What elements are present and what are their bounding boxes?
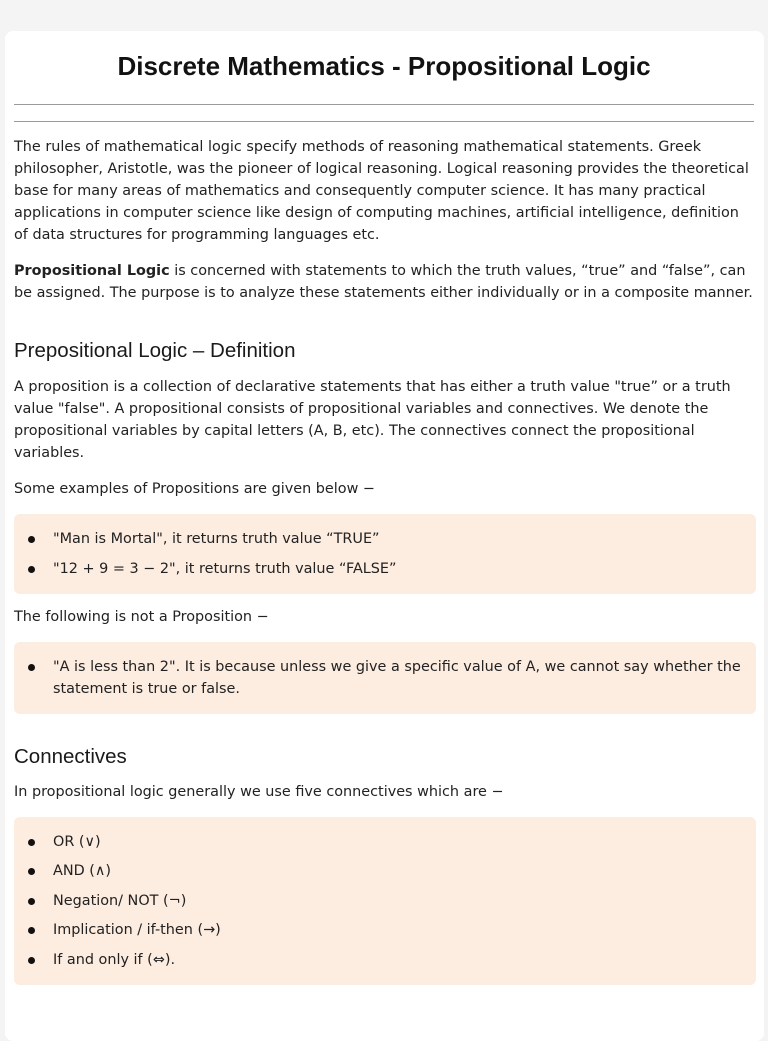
propositional-logic-paragraph [14, 260, 756, 304]
list-item [28, 528, 742, 550]
intro-paragraph: The rules of mathematical logic specify methods of reasoning mathematical statements. Greek philosopher, Aristotle, was the pioneer of logical reasoning. Logical reasoning provides the theoretical base for many areas of mathematics and consequently computer science. It has many practical applications in computer science like design of computing machines, artificial intelligence, definition of data structures for programming languages etc. [14, 139, 749, 243]
list-item [28, 558, 742, 580]
title-divider-top [14, 104, 754, 105]
bullet-icon [28, 566, 35, 573]
propositional-logic-term: Propositional Logic [14, 263, 170, 279]
list-item [28, 831, 742, 853]
connective-text: If and only if (⇔). [53, 951, 176, 968]
connectives-box [14, 817, 756, 985]
propositional-logic-description: is concerned with statements to which the truth values, “true” and “false”, can be assigned. The purpose is to analyze these statements either individually or in a composite manner. [14, 263, 753, 301]
article-body [14, 136, 756, 997]
bullet-icon [28, 839, 35, 846]
title-divider-bottom [14, 121, 754, 122]
list-item [28, 890, 742, 912]
list-item [28, 860, 742, 882]
connectives-intro: In propositional logic generally we use five connectives which are − [14, 783, 504, 800]
bullet-icon [28, 957, 35, 964]
bullet-icon [28, 927, 35, 934]
example-text: "Man is Mortal", it returns truth value “TRUE” [53, 531, 380, 547]
bullet-icon [28, 898, 35, 905]
list-item [28, 919, 742, 941]
examples-box [14, 514, 756, 594]
bullet-icon [28, 868, 35, 875]
examples-intro: Some examples of Propositions are given below − [14, 481, 375, 497]
example-text: "12 + 9 = 3 − 2", it returns truth value “FALSE” [53, 560, 397, 577]
connectives-heading: Connectives [14, 744, 127, 768]
list-item [28, 656, 742, 700]
connective-text: AND (∧) [53, 863, 112, 879]
page-title: Discrete Mathematics - Propositional Logic [117, 51, 651, 81]
definition-heading: Prepositional Logic – Definition [14, 339, 296, 362]
connective-text: Negation/ NOT (¬) [53, 892, 187, 909]
bullet-icon [28, 664, 35, 671]
list-item [28, 949, 742, 971]
definition-paragraph: A proposition is a collection of declarative statements that has either a truth value "true” or a truth value "false". A propositional consists of propositional variables and connectives. We denote the propositional variables by capital letters (A, B, etc). The connectives connect the propositional variables. [14, 379, 731, 461]
connective-text: Implication / if-then (→) [53, 922, 221, 938]
non-example-text: "A is less than 2". It is because unless we give a specific value of A, we cannot say whether the statement is true or false. [53, 658, 741, 697]
bullet-icon [28, 536, 35, 543]
non-proposition-box [14, 642, 756, 714]
non-proposition-intro: The following is not a Proposition − [14, 608, 269, 625]
connective-text: OR (∨) [53, 833, 101, 850]
